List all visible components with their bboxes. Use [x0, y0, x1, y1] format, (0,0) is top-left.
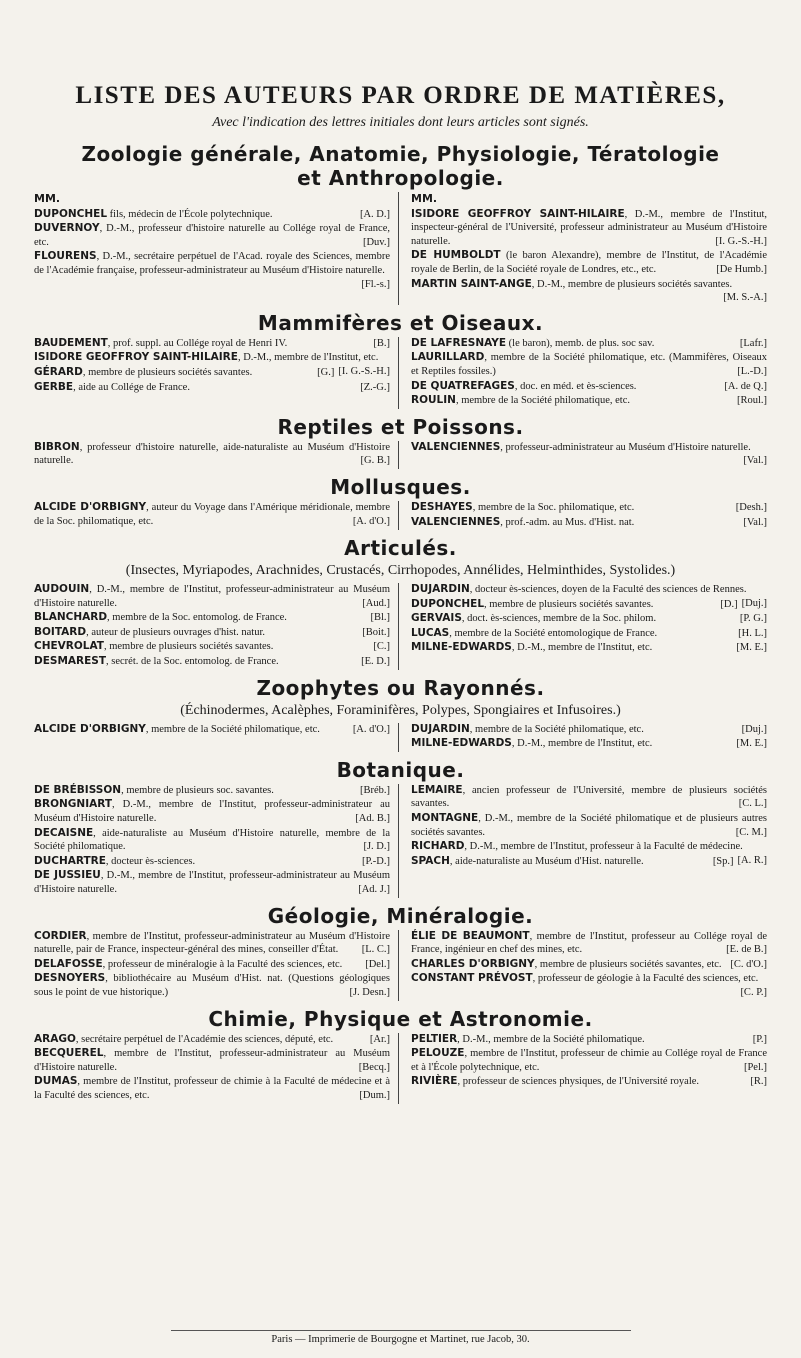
author-signature: [E. D.] [361, 656, 390, 668]
page-title: LISTE DES AUTEURS PAR ORDRE DE MATIÈRES, [75, 82, 726, 109]
author-name: FLOURENS [34, 250, 97, 263]
author-description: , aide au Collége de France. [73, 381, 190, 393]
author-description: , D.-M., membre de l'Institut, etc. [511, 642, 653, 654]
author-description: , secrétaire perpétuel de l'Académie des sciences, député, etc. [75, 1033, 334, 1045]
section [34, 904, 767, 1001]
author-description: , membre de la Société entomologique de France. [449, 627, 658, 639]
author-entry [411, 249, 767, 276]
author-entry [411, 812, 767, 839]
author-signature: [H. L.] [738, 627, 767, 639]
author-entry [34, 222, 390, 249]
right-column [411, 337, 767, 409]
author-entry [411, 1047, 767, 1074]
author-description: , membre de la Société philomatique, etc. [469, 723, 644, 735]
section [34, 311, 767, 409]
right-column [411, 784, 767, 898]
author-entry [34, 626, 390, 640]
author-description: , auteur du Voyage dans l'Amérique méridionale, membre de la Soc. philomatique, etc. [34, 501, 391, 527]
author-description: , prof. suppl. au Collége royal de Henri IV. [107, 337, 288, 349]
section-columns [34, 930, 767, 1001]
author-signature: [C. L.] [738, 798, 767, 810]
author-name: ARAGO [34, 1032, 76, 1045]
author-name: CHEVROLAT [34, 640, 104, 653]
author-signature: [Dum.] [359, 1089, 390, 1101]
author-name: CORDIER [34, 929, 87, 942]
author-description: , membre de l'Institut, professeur au Collége royal de France, ingénieur en chef des mines, etc. [411, 930, 767, 956]
right-column [411, 1033, 767, 1104]
author-name: DUVERNOY [34, 222, 100, 235]
author-signature: [Ad. J.] [358, 884, 390, 895]
author-entry [411, 380, 767, 394]
author-signature: [Boit.] [362, 626, 390, 638]
author-signature: [Lafr.] [739, 337, 767, 349]
author-signature: [J. Desn.] [349, 986, 390, 998]
author-signature: [A. R.] [737, 854, 767, 866]
author-description: , D.-M., membre de la Société philomatique. [457, 1033, 645, 1045]
author-description: , membre de la Soc. entomolog. de France. [107, 612, 287, 624]
author-signature: [Sp.] [712, 855, 734, 867]
author-description: , membre de la Soc. philomatique, etc. [472, 501, 635, 513]
section-note: (Insectes, Myriapodes, Arachnides, Crustacés, Cirrhopodes, Annélides, Helminthides, Systolides.) [125, 563, 676, 579]
author-name: BRONGNIART [34, 798, 113, 811]
page-subtitle: Avec l'indication des lettres initiales dont leurs articles sont signés. [212, 115, 589, 130]
section-title: Botanique. [336, 757, 465, 782]
author-signature: [A. D.] [359, 208, 390, 220]
author-description: (le baron Alexandre), membre de l'Institut, de l'Académie royale de Berlin, de la Société royale de Londres, etc., etc. [411, 250, 767, 275]
section-columns [34, 192, 767, 305]
author-signature: [Fl.-s.] [361, 278, 390, 290]
footer-text: Paris — Imprimerie de Bourgogne et Martinet, rue Jacob, 30. [271, 1334, 530, 1345]
author-description: , D.-M., membre de l'Institut, inspecteur-général de l'Université, professeur administrateur au Muséum d'Histoire naturelle. [411, 208, 767, 247]
section [34, 536, 767, 670]
left-column [34, 441, 399, 469]
author-entry [411, 440, 767, 467]
author-signature: [Desh.] [735, 501, 767, 513]
author-description: , professeur de sciences physiques, de l'Université royale. [457, 1076, 700, 1088]
author-entry [411, 208, 767, 249]
author-name: RIVIÈRE [411, 1075, 458, 1088]
left-column [34, 723, 399, 752]
author-signature: [J. D.] [363, 841, 390, 853]
author-entry [34, 640, 390, 654]
author-description: , membre de la Société philomatique, etc. [145, 723, 320, 735]
author-name: BLANCHARD [34, 611, 108, 624]
author-description: , membre de la Société philomatique, etc. (Mammifères, Oiseaux et Reptiles fossiles.) [411, 352, 767, 377]
author-description: , docteur ès-sciences. [105, 855, 196, 867]
author-description: , membre de plusieurs sociétés savantes. [103, 641, 274, 653]
author-entry [411, 627, 767, 641]
author-description: , professeur de géologie à la Faculté des sciences, etc. [532, 973, 759, 985]
author-signature: [A. de Q.] [724, 380, 767, 392]
author-entry [411, 612, 767, 626]
footer [0, 1330, 801, 1345]
author-description: , prof.-adm. au Mus. d'Hist. nat. [500, 516, 635, 528]
author-entry [34, 855, 390, 869]
author-name: ISIDORE GEOFFROY SAINT-HILAIRE [34, 351, 238, 364]
right-column [411, 192, 767, 305]
author-signature: [Z.-G.] [360, 381, 390, 393]
author-signature: [Pel.] [743, 1061, 767, 1073]
author-entry [34, 208, 390, 222]
author-entry [34, 381, 390, 395]
author-name: PELTIER [411, 1032, 458, 1045]
author-signature: [P.] [752, 1033, 767, 1045]
author-name: CONSTANT PRÉVOST [411, 972, 533, 985]
author-signature: [L. C.] [361, 944, 390, 956]
author-name: BIBRON [34, 440, 80, 453]
author-entry [34, 1075, 390, 1102]
author-description: , doc. en méd. et ès-sciences. [514, 380, 637, 392]
author-signature: [I. G.-S.-H.] [338, 365, 390, 377]
author-signature: [B.] [373, 337, 390, 349]
right-column [411, 501, 767, 530]
right-column [411, 583, 767, 670]
author-entry [411, 337, 767, 351]
author-entry [411, 1075, 767, 1089]
author-description: , membre de plusieurs sociétés savantes, etc. [534, 958, 722, 970]
author-description: , D.-M., membre de l'Institut, professeur-administrateur au Muséum d'Histoire naturelle. [34, 799, 390, 825]
author-description: , D.-M., membre de l'Institut, etc. [511, 738, 653, 750]
author-name: MONTAGNE [411, 812, 479, 825]
section-title: Zoophytes ou Rayonnés. [256, 675, 545, 700]
author-signature: [Duj.] [741, 597, 767, 609]
author-name: DUMAS [34, 1075, 78, 1088]
author-name: MILNE-EDWARDS [411, 737, 512, 750]
author-entry [34, 723, 390, 737]
author-name: DUJARDIN [411, 583, 470, 596]
author-name: ÉLIE DE BEAUMONT [411, 929, 530, 942]
section-title: Chimie, Physique et Astronomie. [208, 1006, 593, 1031]
author-name: DUCHARTRE [34, 854, 106, 867]
author-entry [411, 737, 767, 751]
author-name: DUJARDIN [411, 722, 470, 735]
author-description: , membre de plusieurs sociétés savantes. [484, 598, 654, 610]
section-columns [34, 441, 767, 469]
author-entry [411, 598, 767, 612]
author-entry [34, 337, 390, 351]
section-columns [34, 1033, 767, 1104]
section-columns [34, 501, 767, 530]
footer-rule [171, 1330, 631, 1331]
author-name: DESMAREST [34, 655, 107, 668]
author-entry [411, 723, 767, 737]
author-name: ROULIN [411, 394, 456, 407]
author-name: VALENCIENNES [411, 440, 501, 453]
author-signature: [Val.] [743, 516, 767, 528]
author-description: , bibliothécaire au Muséum d'Hist. nat. (Questions géologiques sous le point de vue historique.) [34, 973, 390, 998]
author-signature: [L.-D.] [737, 365, 767, 377]
sections-container [34, 142, 767, 1104]
author-name: BOITARD [34, 625, 87, 638]
author-signature: [M. S.-A.] [723, 292, 767, 304]
author-entry [411, 1033, 767, 1047]
left-column [34, 930, 399, 1001]
author-description: , doct. ès-sciences, membre de la Soc. philom. [461, 613, 657, 625]
author-description: , professeur d'histoire naturelle, aide-naturaliste au Muséum d'Histoire naturelle. [34, 441, 390, 467]
column-heading: MM. [411, 192, 438, 205]
author-signature: [C. d'O.] [730, 958, 767, 970]
author-entry [411, 784, 767, 811]
author-description: , D.-M., secrétaire perpétuel de l'Acad. royale des Sciences, membre de l'Académie française, professeur-administrateur au Muséum d'Histoire naturelle. [34, 251, 390, 276]
author-name: DUPONCHEL [411, 597, 485, 610]
author-name: DE BRÉBISSON [34, 783, 122, 796]
author-signature: [C. P.] [740, 986, 767, 998]
author-name: CHARLES D'ORBIGNY [411, 957, 535, 970]
author-name: DE QUATREFAGES [411, 379, 515, 392]
right-column [411, 930, 767, 1001]
section [34, 475, 767, 530]
author-description: , D.-M., membre de plusieurs sociétés savantes. [531, 278, 733, 290]
section-columns [34, 723, 767, 752]
author-signature: [Val.] [743, 455, 767, 467]
author-description: , D.-M., membre de l'Institut, etc. [237, 352, 379, 364]
author-entry [411, 351, 767, 378]
section-columns [34, 583, 767, 670]
author-entry [34, 1047, 390, 1074]
author-entry [34, 1033, 390, 1047]
author-signature: [P.-D.] [362, 855, 390, 867]
author-name: MILNE-EDWARDS [411, 641, 512, 654]
author-signature: [E. de B.] [726, 944, 767, 956]
author-signature: [C. M.] [735, 826, 767, 838]
author-signature: [Bl.] [370, 612, 390, 624]
author-entry [34, 441, 390, 468]
author-description: , membre de l'Institut, professeur-administrateur au Muséum d'Histoire naturelle, pair de France, inspecteur-général des mines, conseiller d'État. [34, 930, 390, 956]
author-name: GÉRARD [34, 365, 83, 378]
author-description: , D.-M., membre de l'Institut, professeur-administrateur au Muséum d'Histoire naturelle. [34, 870, 390, 895]
author-signature: [Aud.] [362, 597, 390, 609]
author-signature: [De Humb.] [716, 263, 767, 275]
author-name: ALCIDE D'ORBIGNY [34, 500, 147, 513]
author-name: DE LAFRESNAYE [411, 336, 507, 349]
right-column [411, 441, 767, 469]
author-name: PELOUZE [411, 1047, 465, 1060]
author-description: , D.-M., professeur d'histoire naturelle au Collége royal de France, etc. [34, 223, 390, 248]
author-name: BECQUEREL [34, 1047, 104, 1060]
author-signature: [D.] [720, 598, 738, 610]
author-entry [34, 784, 390, 798]
author-entry [411, 501, 767, 515]
author-signature: [Duj.] [741, 723, 767, 735]
section-title: Mollusques. [330, 474, 471, 499]
author-entry [34, 827, 390, 854]
author-signature: [Ad. B.] [355, 813, 390, 825]
author-name: AUDOUIN [34, 583, 90, 596]
author-entry [411, 972, 767, 998]
section [34, 142, 767, 305]
author-signature: [Roul.] [736, 395, 767, 407]
author-description: , D.-M., membre de la Société philomatique et de plusieurs autres sociétés savantes. [411, 813, 767, 838]
author-name: SPACH [411, 854, 450, 867]
author-entry [411, 855, 767, 869]
author-name: DE JUSSIEU [34, 869, 101, 882]
author-name: LAURILLARD [411, 351, 485, 364]
left-column [34, 1033, 399, 1104]
section-title: Géologie, Minéralogie. [267, 903, 534, 928]
left-column [34, 784, 399, 898]
author-entry [411, 394, 767, 408]
author-signature: [M. E.] [736, 642, 767, 654]
author-signature: [G.] [317, 366, 335, 378]
left-column [34, 337, 399, 409]
author-entry [34, 798, 390, 825]
author-entry [34, 930, 390, 957]
author-signature: [P. G.] [739, 613, 767, 625]
author-name: MARTIN SAINT-ANGE [411, 277, 532, 290]
author-name: ALCIDE D'ORBIGNY [34, 722, 146, 735]
section [34, 676, 767, 752]
left-column [34, 583, 399, 670]
author-description: , ancien professeur de l'Université, membre de plusieurs sociétés savantes. [411, 784, 767, 810]
author-signature: [I. G.-S.-H.] [715, 235, 767, 247]
section-title: Mammifères et Oiseaux. [257, 310, 544, 335]
author-description: , docteur ès-sciences, doyen de la Faculté des sciences de Rennes. [469, 584, 747, 596]
author-description: , membre de plusieurs sociétés savantes. [82, 366, 253, 378]
author-description: , secrét. de la Soc. entomolog. de France. [106, 656, 279, 668]
author-description: (le baron), memb. de plus. soc sav. [506, 337, 655, 349]
author-signature: [A. d'O.] [352, 515, 390, 527]
author-entry [34, 250, 390, 290]
author-description: , professeur de minéralogie à la Faculté des sciences, etc. [102, 958, 343, 970]
author-name: GERBE [34, 380, 74, 393]
author-name: GERVAIS [411, 612, 462, 625]
author-signature: [R.] [750, 1076, 767, 1088]
author-name: RICHARD [411, 840, 465, 853]
author-entry [34, 366, 390, 380]
author-name: VALENCIENNES [411, 515, 501, 528]
left-column [34, 501, 399, 530]
author-description: , D.-M., membre de l'Institut, professeur à la Faculté de médecine. [464, 841, 743, 853]
author-signature: [A. d'O.] [352, 723, 390, 735]
author-description: , aide-naturaliste au Muséum d'Histoire naturelle, membre de la Société philomatique. [34, 827, 390, 853]
author-entry [411, 930, 767, 957]
author-description: , membre de l'Institut, professeur-administrateur au Muséum d'Histoire naturelle. [34, 1048, 390, 1073]
author-signature: [Ar.] [369, 1033, 390, 1045]
author-description: , aide-naturaliste au Muséum d'Hist. naturelle. [449, 855, 644, 867]
author-description: , D.-M., membre de l'Institut, professeur-administrateur au Muséum d'Histoire naturelle. [34, 584, 390, 609]
author-entry [34, 972, 390, 999]
author-signature: [C.] [373, 641, 390, 653]
author-name: DE HUMBOLDT [411, 249, 501, 262]
author-signature: [Bréb.] [359, 784, 390, 796]
author-name: DESNOYERS [34, 972, 106, 985]
author-name: LEMAIRE [411, 783, 463, 796]
author-entry [411, 516, 767, 530]
author-signature: [Becq.] [358, 1061, 390, 1073]
author-signature: [G. B.] [360, 455, 390, 467]
column-heading: MM. [34, 192, 61, 205]
section [34, 758, 767, 898]
author-name: DELAFOSSE [34, 957, 103, 970]
section-title: Zoologie générale, Anatomie, Physiologie, Tératologie et Anthropologie. [81, 142, 720, 190]
author-description: , membre de l'Institut, professeur de chimie à la Faculté de médecine et à la Faculté des sciences, etc. [34, 1076, 390, 1101]
author-name: BAUDEMENT [34, 336, 108, 349]
left-column [34, 192, 399, 305]
section-note: (Échinodermes, Acalèphes, Foraminifères, Polypes, Spongiaires et Infusoires.) [180, 702, 621, 718]
author-description: , auteur de plusieurs ouvrages d'hist. natur. [86, 626, 266, 638]
author-entry [34, 655, 390, 669]
author-name: DESHAYES [411, 500, 473, 513]
section-title: Articulés. [344, 536, 457, 561]
author-description: , membre de la Société philomatique, etc. [455, 395, 631, 407]
author-entry [34, 958, 390, 972]
author-name: ISIDORE GEOFFROY SAINT-HILAIRE [411, 207, 625, 220]
author-name: DUPONCHEL [34, 207, 108, 220]
section-columns [34, 337, 767, 409]
author-entry [411, 641, 767, 655]
author-name: LUCAS [411, 626, 450, 639]
author-description: fils, médecin de l'École polytechnique. [107, 208, 273, 220]
section-columns [34, 784, 767, 898]
author-entry [34, 611, 390, 625]
author-entry [34, 501, 390, 528]
section-title: Reptiles et Poissons. [277, 414, 524, 439]
author-description: , membre de plusieurs soc. savantes. [121, 784, 274, 796]
author-signature: [Duv.] [362, 236, 390, 248]
author-entry [34, 869, 390, 896]
author-entry [411, 958, 767, 972]
author-entry [34, 583, 390, 610]
author-description: , membre de l'Institut, professeur de chimie au Collége royal de France et à l'École polytechnique, etc. [411, 1048, 767, 1073]
author-signature: [M. E.] [736, 738, 767, 750]
author-signature: [Del.] [365, 958, 390, 970]
author-name: DECAISNE [34, 826, 94, 839]
section [34, 1007, 767, 1104]
author-entry [411, 277, 767, 304]
section [34, 415, 767, 469]
author-description: , professeur-administrateur au Muséum d'Histoire naturelle. [500, 441, 751, 453]
right-column [411, 723, 767, 752]
